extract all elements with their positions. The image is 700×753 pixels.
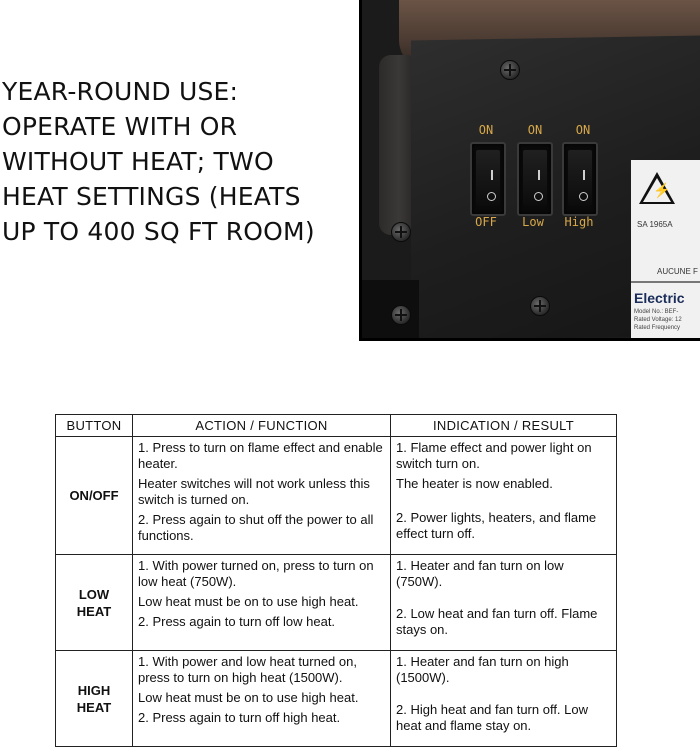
result-text: The heater is now enabled. bbox=[396, 476, 553, 491]
button-name: HIGH bbox=[77, 682, 111, 698]
stand-decoration bbox=[359, 280, 419, 338]
label-voltage: Rated Voltage: 12 bbox=[634, 317, 682, 323]
action-text: Low heat must be on to use high heat. bbox=[138, 690, 359, 705]
result-text: 2. Power lights, heaters, and flame effect turn off. bbox=[396, 510, 597, 541]
switch-off-label: OFF bbox=[475, 215, 497, 229]
result-cell bbox=[391, 437, 617, 555]
photo-border bbox=[359, 0, 362, 341]
result-text: 1. Heater and fan turn on high (1500W). bbox=[396, 654, 569, 685]
action-cell bbox=[133, 437, 391, 555]
result-text: 1. Heater and fan turn on low (750W). bbox=[396, 558, 564, 589]
action-text: 2. Press again to turn off high heat. bbox=[138, 710, 341, 725]
result-cell bbox=[391, 651, 617, 747]
button-cell bbox=[56, 651, 133, 747]
off-mark-icon bbox=[579, 192, 588, 201]
table-row bbox=[56, 437, 617, 555]
action-text: Low heat must be on to use high heat. bbox=[138, 594, 359, 609]
switch-high-label: High bbox=[564, 215, 594, 229]
on-mark-icon bbox=[583, 170, 585, 180]
headline-line: OPERATE WITH OR bbox=[2, 112, 238, 141]
switch-low-label: Low bbox=[522, 215, 544, 229]
headline-line: HEAT SETTINGS (HEATS bbox=[2, 182, 301, 211]
table-row bbox=[56, 651, 617, 747]
lightning-bolt-icon: ⚡ bbox=[653, 182, 671, 198]
column-header: BUTTON bbox=[56, 415, 133, 437]
button-name: HEAT bbox=[76, 699, 112, 715]
screw-icon bbox=[391, 305, 411, 325]
on-mark-icon bbox=[538, 170, 540, 180]
action-text: 1. Press to turn on flame effect and enable heater. bbox=[138, 440, 383, 471]
column-header: ACTION / FUNCTION bbox=[133, 415, 391, 437]
button-name: HEAT bbox=[76, 603, 112, 619]
rocker bbox=[568, 150, 592, 206]
headline-line: WITHOUT HEAT; TWO bbox=[2, 147, 274, 176]
onoff-rocker-switch bbox=[470, 142, 506, 216]
headline-line: YEAR-ROUND USE: bbox=[2, 77, 239, 106]
table-row bbox=[56, 555, 617, 651]
screw-icon bbox=[500, 60, 520, 80]
result-text: 1. Flame effect and power light on switch turn on. bbox=[396, 440, 592, 471]
on-mark-icon bbox=[491, 170, 493, 180]
headline bbox=[2, 74, 352, 249]
button-name: ON/OFF bbox=[69, 488, 119, 503]
headline-line: UP TO 400 SQ FT ROOM) bbox=[2, 217, 315, 246]
label-brand: AUCUNE F bbox=[657, 267, 698, 276]
action-text: Heater switches will not work unless this switch is turned on. bbox=[138, 476, 370, 507]
action-cell bbox=[133, 555, 391, 651]
off-mark-icon bbox=[534, 192, 543, 201]
label-product: Electric bbox=[634, 290, 685, 306]
action-cell bbox=[133, 651, 391, 747]
result-text: 2. Low heat and fan turn off. Flame stays on. bbox=[396, 606, 598, 637]
column-header: INDICATION / RESULT bbox=[391, 415, 617, 437]
screw-icon bbox=[530, 296, 550, 316]
action-text: 1. With power turned on, press to turn on low heat (750W). bbox=[138, 558, 374, 589]
button-cell bbox=[56, 555, 133, 651]
controls-table bbox=[55, 414, 617, 747]
action-text: 2. Press again to turn off low heat. bbox=[138, 614, 336, 629]
result-cell bbox=[391, 555, 617, 651]
off-mark-icon bbox=[487, 192, 496, 201]
button-name: LOW bbox=[78, 586, 110, 602]
label-separator bbox=[631, 281, 700, 283]
switch-on-label: ON bbox=[527, 123, 543, 137]
table-header-row bbox=[56, 415, 617, 437]
screw-icon bbox=[391, 222, 411, 242]
button-cell bbox=[56, 437, 133, 555]
label-model: Model No.: BEF- bbox=[634, 309, 679, 315]
action-text: 1. With power and low heat turned on, press to turn on high heat (1500W). bbox=[138, 654, 357, 685]
rocker bbox=[523, 150, 547, 206]
label-frequency: Rated Frequency bbox=[634, 325, 681, 331]
rocker bbox=[476, 150, 500, 206]
label-sa-code: SA 1965A bbox=[637, 220, 673, 229]
switch-on-label: ON bbox=[575, 123, 591, 137]
low-rocker-switch bbox=[517, 142, 553, 216]
result-text: 2. High heat and fan turn off. Low heat and flame stay on. bbox=[396, 702, 589, 733]
high-rocker-switch bbox=[562, 142, 598, 216]
heater-control-panel-photo bbox=[359, 0, 700, 341]
photo-border bbox=[359, 338, 700, 341]
action-text: 2. Press again to shut off the power to all functions. bbox=[138, 512, 374, 543]
switch-on-label: ON bbox=[478, 123, 494, 137]
rating-label bbox=[631, 160, 700, 338]
